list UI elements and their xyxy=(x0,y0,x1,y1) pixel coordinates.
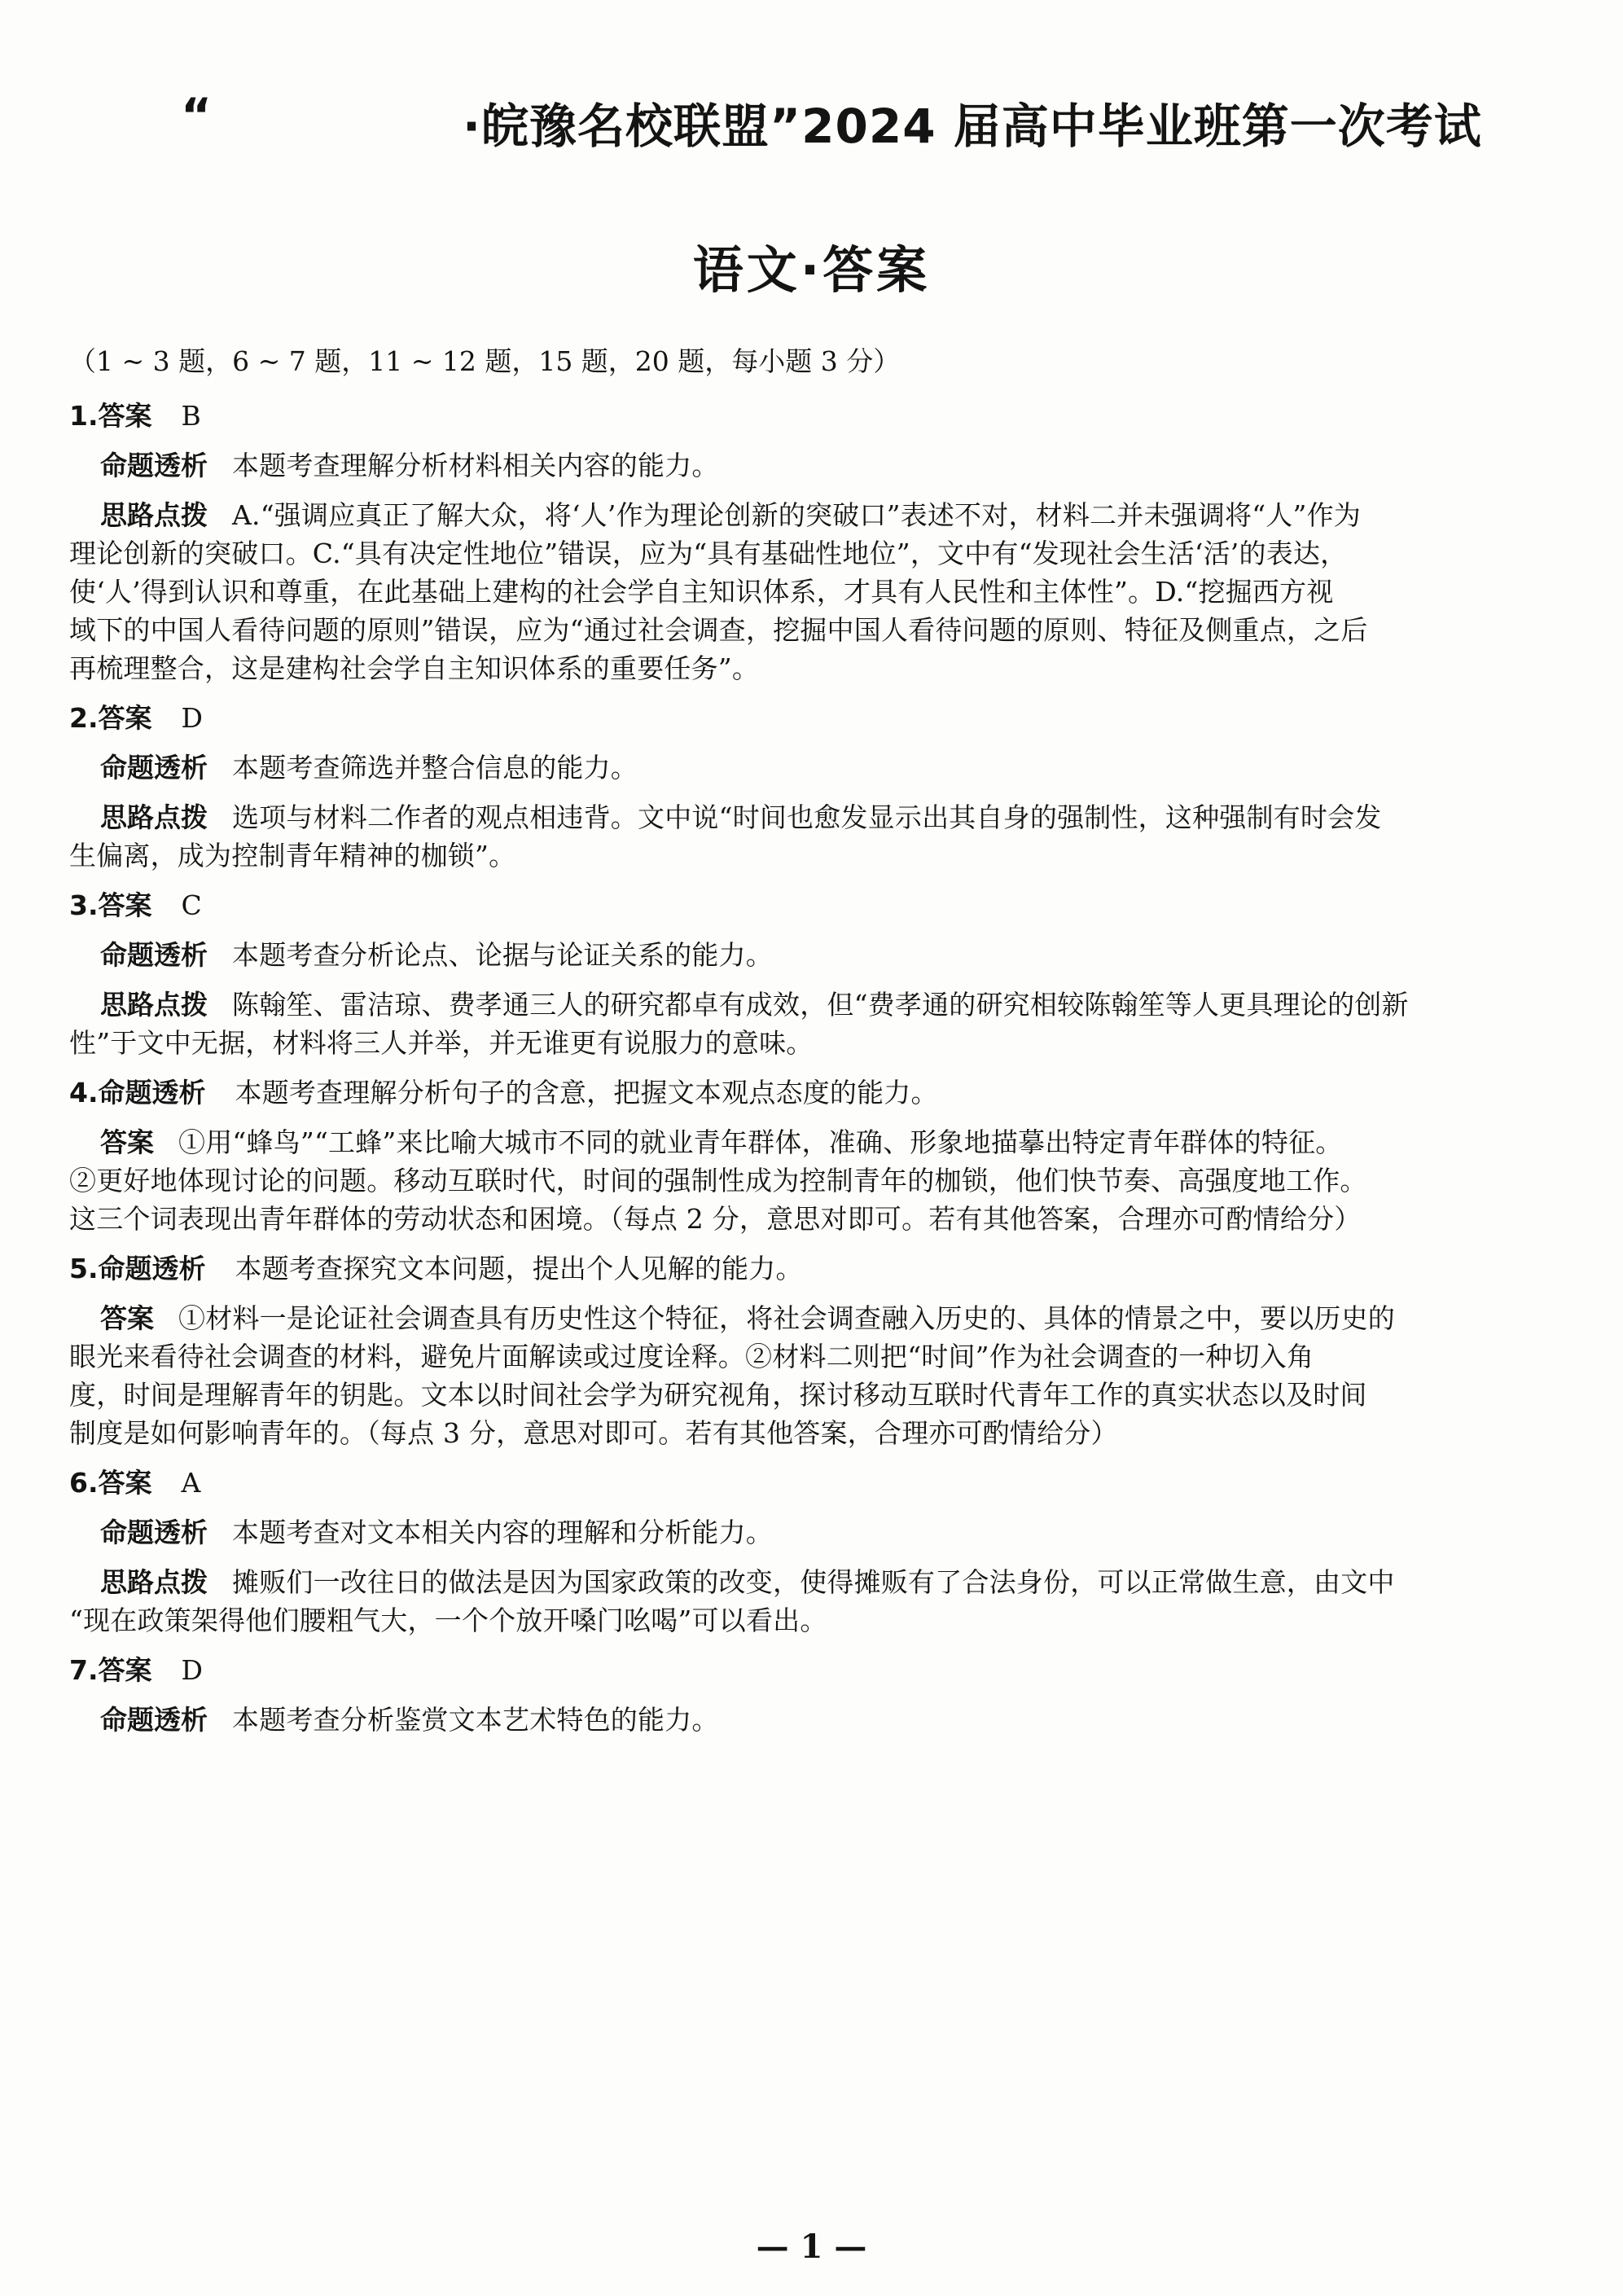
line-text: 理论创新的突破口。C.“具有决定性地位”错误，应为“具有基础性地位”，文中有“发现社会生活‘活’的表达， xyxy=(69,538,1348,569)
scoring-note: （1 ~ 3 题，6 ~ 7 题，11 ~ 12 题，15 题，20 题，每小题 3 分） xyxy=(69,345,901,377)
paragraph-label: 命题透析 xyxy=(100,1704,208,1736)
text-line xyxy=(69,1024,1561,1062)
explanation-paragraph xyxy=(100,936,1561,974)
title-text: ·皖豫名校联盟”2024 届高中毕业班第一次考试 xyxy=(463,99,1482,154)
question-number: 4. xyxy=(69,1077,99,1108)
question-head-value: C xyxy=(181,889,202,921)
line-text: 制度是如何影响青年的。（每点 3 分，意思对即可。若有其他答案，合理亦可酌情给分） xyxy=(69,1417,1118,1449)
line-text: A.“强调应真正了解大众，将‘人’作为理论创新的突破口”表述不对，材料二并未强调将“人”作为 xyxy=(232,499,1361,531)
explanation-paragraph xyxy=(100,1701,1561,1739)
question-block xyxy=(69,1249,1561,1452)
paragraph-label: 命题透析 xyxy=(100,939,208,971)
line-text: ②更好地体现讨论的问题。移动互联时代，时间的强制性成为控制青年的枷锁，他们快节奏、高强度地工作。 xyxy=(69,1165,1367,1196)
line-text: 域下的中国人看待问题的原则”错误，应为“通过社会调查，挖掘中国人看待问题的原则、特征及侧重点，之后 xyxy=(69,614,1368,646)
question-head-value: 本题考查理解分析句子的含意，把握文本观点态度的能力。 xyxy=(235,1077,938,1108)
subject-title: 语文·答案 xyxy=(692,240,931,300)
text-line xyxy=(69,611,1561,649)
question-head xyxy=(69,1249,1561,1288)
question-head-value: A xyxy=(181,1467,201,1499)
question-block xyxy=(69,1073,1561,1238)
text-line xyxy=(69,1376,1561,1414)
answer-body xyxy=(69,342,1561,1750)
text-line xyxy=(69,1601,1561,1640)
line-text: “现在政策架得他们腰粗气大，一个个放开嗓门吆喝”可以看出。 xyxy=(69,1605,827,1636)
text-line xyxy=(100,1123,1561,1161)
explanation-paragraph xyxy=(100,446,1561,485)
question-head-label: 答案 xyxy=(98,400,152,432)
text-line xyxy=(69,1337,1561,1376)
line-text: 本题考查分析鉴赏文本艺术特色的能力。 xyxy=(232,1704,719,1736)
line-text: 度，时间是理解青年的钥匙。文本以时间社会学为研究视角，探讨移动互联时代青年工作的真实状态以及时间 xyxy=(69,1379,1367,1411)
explanation-paragraph xyxy=(69,798,1561,875)
text-line xyxy=(69,1414,1561,1452)
text-line xyxy=(69,649,1561,687)
text-line xyxy=(69,534,1561,573)
question-number: 5. xyxy=(69,1253,99,1284)
question-number: 1. xyxy=(69,400,99,432)
question-head xyxy=(69,699,1561,737)
line-text: ①材料一是论证社会调查具有历史性这个特征，将社会调查融入历史的、具体的情景之中，要以历史的 xyxy=(178,1302,1395,1334)
explanation-paragraph xyxy=(69,496,1561,687)
paragraph-label: 答案 xyxy=(100,1302,154,1334)
paragraph-label: 命题透析 xyxy=(100,450,208,481)
text-line xyxy=(100,1299,1561,1337)
question-number: 2. xyxy=(69,702,99,734)
line-text: 本题考查分析论点、论据与论证关系的能力。 xyxy=(232,939,773,971)
explanation-paragraph xyxy=(69,1299,1561,1452)
question-block xyxy=(69,699,1561,875)
question-head-label: 答案 xyxy=(98,889,152,921)
title-open-quote: “ xyxy=(181,88,213,143)
question-list xyxy=(69,397,1561,1739)
question-head-value: B xyxy=(181,400,201,432)
paragraph-label: 思路点拨 xyxy=(100,801,208,833)
explanation-paragraph xyxy=(69,1563,1561,1640)
text-line xyxy=(69,1200,1561,1238)
question-head xyxy=(69,397,1561,435)
question-head-label: 命题透析 xyxy=(98,1253,206,1284)
question-block xyxy=(69,1464,1561,1640)
line-text: 性”于文中无据，材料将三人并举，并无谁更有说服力的意味。 xyxy=(69,1027,814,1059)
line-text: 本题考查对文本相关内容的理解和分析能力。 xyxy=(232,1517,773,1548)
question-head xyxy=(69,886,1561,924)
paragraph-label: 思路点拨 xyxy=(100,499,208,531)
paragraph-label: 思路点拨 xyxy=(100,1566,208,1598)
text-line xyxy=(69,573,1561,611)
text-line xyxy=(100,749,1561,787)
explanation-paragraph xyxy=(69,1123,1561,1238)
paragraph-label: 命题透析 xyxy=(100,752,208,784)
question-head-value: D xyxy=(181,702,204,734)
question-block xyxy=(69,397,1561,687)
text-line xyxy=(100,986,1561,1024)
paragraph-label: 答案 xyxy=(100,1126,154,1158)
line-text: ①用“蜂鸟”“工蜂”来比喻大城市不同的就业青年群体，准确、形象地描摹出特定青年群体的特征。 xyxy=(178,1126,1343,1158)
question-number: 7. xyxy=(69,1654,99,1686)
text-line xyxy=(100,496,1561,534)
question-head-label: 答案 xyxy=(98,702,152,734)
line-text: 生偏离，成为控制青年精神的枷锁”。 xyxy=(69,840,516,871)
line-text: 这三个词表现出青年群体的劳动状态和困境。（每点 2 分，意思对即可。若有其他答案，合理亦可酌情给分） xyxy=(69,1203,1362,1235)
question-head-label: 答案 xyxy=(98,1654,152,1686)
text-line xyxy=(100,1513,1561,1552)
line-text: 陈翰笙、雷洁琼、费孝通三人的研究都卓有成效，但“费孝通的研究相较陈翰笙等人更具理论的创新 xyxy=(232,989,1409,1021)
question-number: 6. xyxy=(69,1467,99,1499)
question-head-value: D xyxy=(181,1654,204,1686)
paragraph-label: 思路点拨 xyxy=(100,989,208,1021)
explanation-paragraph xyxy=(69,986,1561,1062)
line-text: 再梳理整合，这是建构社会学自主知识体系的重要任务”。 xyxy=(69,652,760,684)
text-line xyxy=(100,446,1561,485)
line-text: 本题考查筛选并整合信息的能力。 xyxy=(232,752,638,784)
line-text: 选项与材料二作者的观点相违背。文中说“时间也愈发显示出其自身的强制性，这种强制有时会发 xyxy=(232,801,1382,833)
explanation-paragraph xyxy=(100,1513,1561,1552)
page-number: — 1 — xyxy=(756,2228,867,2266)
line-text: 使‘人’得到认识和尊重，在此基础上建构的社会学自主知识体系，才具有人民性和主体性”。D.“挖掘西方视 xyxy=(69,576,1334,608)
question-head xyxy=(69,1073,1561,1112)
text-line xyxy=(100,798,1561,836)
text-line xyxy=(100,1563,1561,1601)
explanation-paragraph xyxy=(100,749,1561,787)
question-number: 3. xyxy=(69,889,99,921)
question-block xyxy=(69,1651,1561,1739)
text-line xyxy=(69,836,1561,875)
text-line xyxy=(100,936,1561,974)
question-head-label: 答案 xyxy=(98,1467,152,1499)
line-text: 摊贩们一改往日的做法是因为国家政策的改变，使得摊贩有了合法身份，可以正常做生意，由文中 xyxy=(232,1566,1395,1598)
text-line xyxy=(100,1701,1561,1739)
question-head-label: 命题透析 xyxy=(98,1077,206,1108)
line-text: 本题考查理解分析材料相关内容的能力。 xyxy=(232,450,719,481)
question-block xyxy=(69,886,1561,1062)
paragraph-label: 命题透析 xyxy=(100,1517,208,1548)
line-text: 眼光来看待社会调查的材料，避免片面解读或过度诠释。②材料二则把“时间”作为社会调查的一种切入角 xyxy=(69,1341,1314,1372)
text-line xyxy=(69,1161,1561,1200)
question-head xyxy=(69,1651,1561,1689)
question-head-value: 本题考查探究文本问题，提出个人见解的能力。 xyxy=(235,1253,803,1284)
question-head xyxy=(69,1464,1561,1502)
